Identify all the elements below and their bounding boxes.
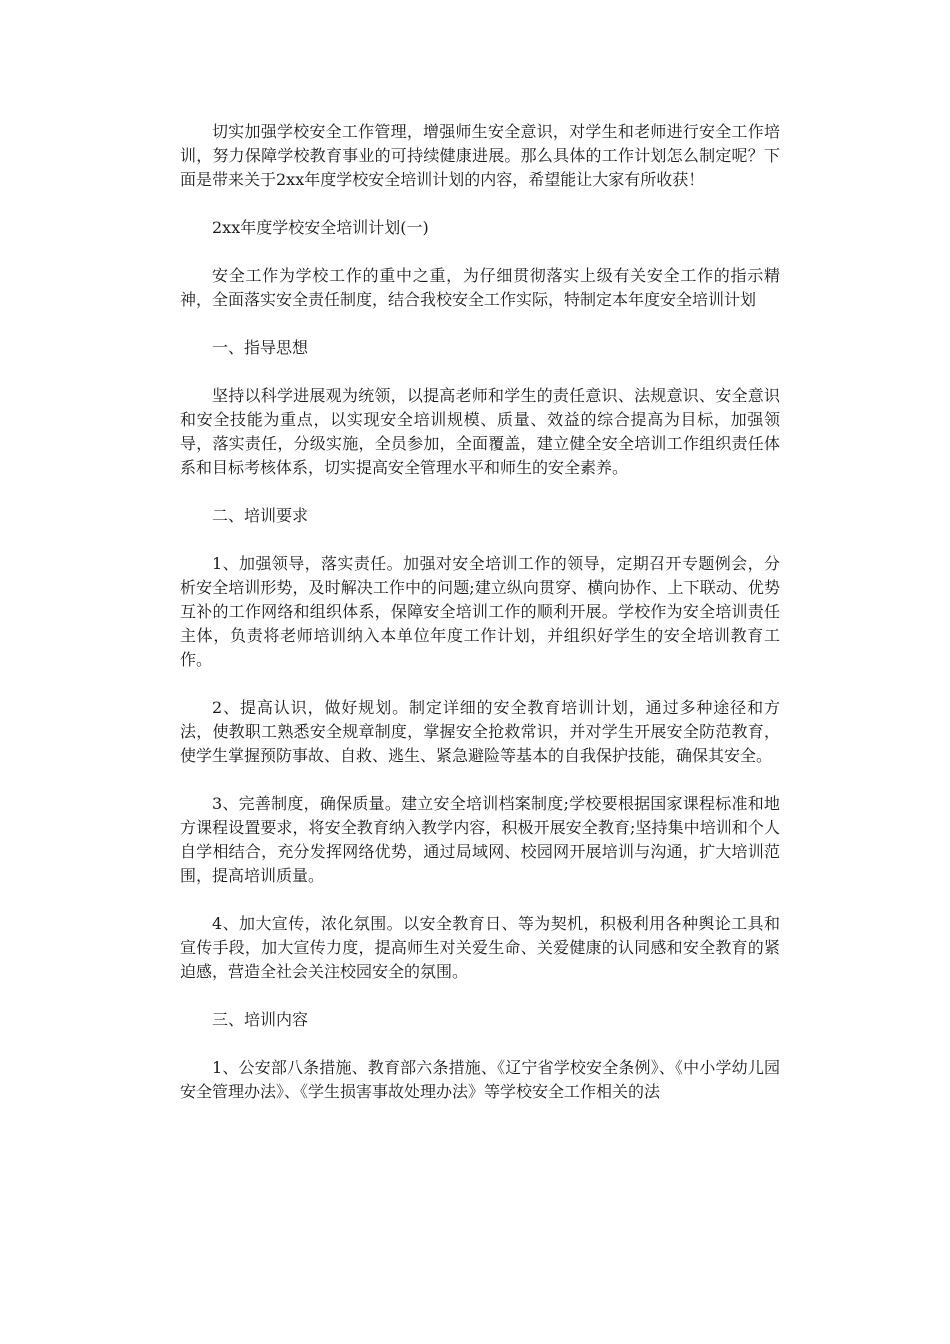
requirement-item-3: 3、完善制度，确保质量。建立安全培训档案制度;学校要根据国家课程标准和地方课程设置要求，将安全教育纳入教学内容，积极开展安全教育;坚持集中培训和个人自学相结合，充分发挥网络优势，通过局域网、校园网开展培训与沟通，扩大培训范围，提高培训质量。 bbox=[180, 794, 780, 885]
requirement-item-2: 2、提高认识，做好规划。制定详细的安全教育培训计划，通过多种途径和方法，使教职工熟悉安全规章制度，掌握安全抢救常识，并对学生开展安全防范教育，使学生掌握预防事故、自救、逃生、紧急避险等基本的自我保护技能，确保其安全。 bbox=[180, 698, 780, 765]
section-heading-guiding-thought: 一、指导思想 bbox=[212, 338, 309, 357]
document-page bbox=[180, 120, 780, 1128]
requirement-item-4: 4、加大宣传，浓化氛围。以安全教育日、等为契机，积极利用各种舆论工具和宣传手段，加大宣传力度，提高师生对关爱生命、关爱健康的认同感和安全教育的紧迫感，营造全社会关注校园安全的氛围。 bbox=[180, 914, 780, 981]
content-item-1: 1、公安部八条措施、教育部六条措施、《辽宁省学校安全条例》、《中小学幼儿园安全管理办法》、《学生损害事故处理办法》等学校安全工作相关的法 bbox=[180, 1058, 780, 1101]
plan-intro-paragraph: 安全工作为学校工作的重中之重，为仔细贯彻落实上级有关安全工作的指示精神，全面落实安全责任制度，结合我校安全工作实际，特制定本年度安全培训计划 bbox=[180, 266, 780, 309]
section-heading-training-requirements: 二、培训要求 bbox=[212, 506, 309, 525]
guiding-thought-paragraph: 坚持以科学进展观为统领，以提高老师和学生的责任意识、法规意识、安全意识和安全技能为重点，以实现安全培训规模、质量、效益的综合提高为目标，加强领导，落实责任，分级实施，全员参加，全面覆盖，建立健全安全培训工作组织责任体系和目标考核体系，切实提高安全管理水平和师生的安全素养。 bbox=[180, 386, 780, 477]
section-heading-training-content: 三、培训内容 bbox=[212, 1010, 309, 1029]
intro-paragraph: 切实加强学校安全工作管理，增强师生安全意识，对学生和老师进行安全工作培训，努力保障学校教育事业的可持续健康进展。那么具体的工作计划怎么制定呢？下面是带来关于2xx年度学校安全培训计划的内容，希望能让大家有所收获！ bbox=[180, 122, 780, 189]
requirement-item-1: 1、加强领导，落实责任。加强对安全培训工作的领导，定期召开专题例会，分析安全培训形势，及时解决工作中的问题;建立纵向贯穿、横向协作、上下联动、优势互补的工作网络和组织体系，保障安全培训工作的顺利开展。学校作为安全培训责任主体，负责将老师培训纳入本单位年度工作计划，并组织好学生的安全培训教育工作。 bbox=[180, 554, 780, 669]
plan-title: 2xx年度学校安全培训计划(一) bbox=[212, 218, 429, 237]
